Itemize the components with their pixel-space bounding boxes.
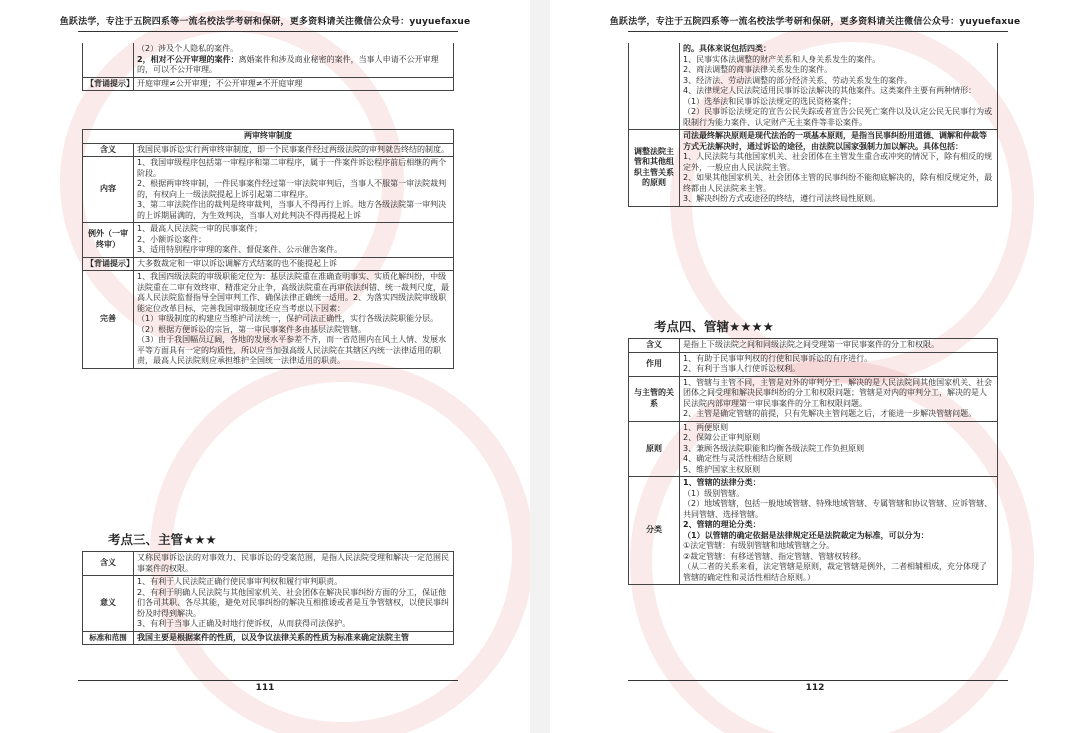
- cell-line: （从二者的关系来看，法定管辖是原则，裁定管辖是例外，二者相辅相成，充分体现了管辖的确定性和灵活性相结合原则。）: [683, 562, 987, 582]
- row-value: [134, 576, 454, 632]
- hearing-table: [82, 43, 454, 91]
- section-heading: 考点四、管辖★★★★: [654, 319, 774, 334]
- row-value: [134, 631, 454, 645]
- row-key: 含义: [83, 143, 134, 157]
- cell-line: 2、保障公正审判原则: [683, 433, 761, 442]
- row-value: 开庭审理≠公开审理；不公开审理≠不开庭审理: [134, 77, 454, 91]
- cell-line: 3、解决纠纷方式或途径的终结，遵行司法终局性原则。: [683, 194, 881, 203]
- row-value: [134, 157, 454, 223]
- section-heading: 考点三、主管★★★: [108, 532, 217, 547]
- bold-phrase: 2，相对不公开审理的案件：: [137, 54, 239, 64]
- cell-line: 我国民事诉讼实行两审终审制度，即一个民事案件经过两级法院的审判就告终结的制度。: [137, 144, 449, 154]
- cell-line: 2、主管是确定管辖的前提，只有先解决主管问题之后，才能进一步解决管辖问题。: [683, 409, 977, 418]
- page-header: 鱼跃法学，专注于五院四系等一流名校法学考研和保研，更多资料请关注微信公众号：yuyuefaxue: [59, 17, 471, 27]
- cell-line: 2、管辖的理论分类：: [683, 520, 761, 529]
- cell-line: 3、适用特别程序审理的案件、督促案件、公示催告案件。: [137, 245, 343, 254]
- row-key: 与主管的关系: [629, 376, 680, 421]
- cell-line: 2、有利于当事人行使诉讼权利。: [683, 364, 801, 373]
- cell-line: 大多数裁定和一审以诉讼调解方式结案的也不能提起上诉: [137, 258, 337, 268]
- row-key: 分类: [629, 477, 680, 585]
- cell-line: ②裁定管辖：有移送管辖、指定管辖、管辖权转移。: [683, 551, 867, 561]
- cell-line: 3、兼顾各级法院职能和均衡各级法院工作负担原则: [683, 443, 865, 453]
- cell-line: 2、商法调整的商事法律关系发生的案件。: [683, 65, 833, 74]
- cell-line: 2、根据两审终审制，一件民事案件经过第一审法院审判后，当事人不服第一审法院裁判的，有权向上一级法院提起上诉引起第二审程序。: [137, 179, 447, 199]
- cell-line: 1、我国四级法院的审级职能定位为：基层法院重在准确查明事实、实质化解纠纷，中级法院重在二审有效终审、精准定分止争，高级法院重在再审依法纠错、统一裁判尺度，最高人民法院监督指导全国审判工作、确保法律正确统一适用。2、为落实四级法院审级职能定位改革目标，完善我国审级制度还应当考虑以下因素：: [137, 272, 449, 313]
- cell-line: 3、有利于当事人正确及时地行使诉权，从而获得司法保护。: [137, 619, 351, 628]
- cell-line: 1、民事实体法调整的财产关系和人身关系发生的案件。: [683, 54, 881, 64]
- cell-line: ①法定管辖：有级别管辖和地域管辖之分。: [683, 541, 835, 550]
- jurisdiction-scope-table: [82, 551, 454, 645]
- cell-line: （2）地域管辖，包括一般地域管辖、特殊地域管辖、专属管辖和协议管辖、应诉管辖、共同管辖、选择管辖。: [683, 499, 993, 519]
- footer-rule: [628, 680, 1008, 681]
- row-key: 标准和范围: [83, 631, 134, 645]
- row-value: [680, 130, 998, 207]
- cell-line: （2）民事诉讼法规定的宣告公民失踪或者宣告公民死亡案件以及认定公民无民事行为或限制行为能力案件、认定财产无主案件等非讼案件。: [683, 107, 993, 127]
- row-key: 意义: [83, 576, 134, 632]
- row-key: 含义: [83, 552, 134, 576]
- cell-line: 1、两便原则: [683, 422, 729, 432]
- header-rule: [628, 31, 1008, 32]
- cell-line: （1）级别管辖。: [683, 488, 745, 498]
- cell-text: 离婚案件和涉及商业秘密的案件，当事人申请不公开审理的，可以不公开审理。: [137, 54, 439, 74]
- row-key: 原则: [629, 421, 680, 477]
- cell-line: 2、小额诉讼案件；: [137, 234, 207, 244]
- cell-line: 2、有利于明确人民法院与其他国家机关、社会团体在解决民事纠纷方面的分工，保证他们各司其职、各尽其能，避免对民事纠纷的解决互相推诿或者是互争管辖权，以使民事纠纷及时得到解决。: [137, 587, 449, 618]
- cell-line: 1、我国审级程序包括第一审程序和第二审程序，属于一件案件诉讼程序前后相继的两个阶段。: [137, 158, 447, 178]
- cell-line: 1、人民法院与其他国家机关、社会团体在主管发生重合或冲突的情况下，除有相反的规定外，一般应由人民法院主管。: [683, 152, 993, 172]
- cell-line: 3、第二审法院作出的裁判是终审裁判，当事人不得再行上诉。地方各级法院第一审判决的上诉期届满的，为生效判决，当事人对此判决不得再提起上诉: [137, 200, 447, 220]
- cell-line: 又称民事诉讼法的对事效力、民事诉讼的受案范围，是指人民法院受理和解决一定范围民事案件的权限。: [137, 553, 449, 573]
- row-key: 含义: [629, 339, 680, 353]
- row-value: [680, 376, 998, 421]
- row-value: [134, 257, 454, 271]
- row-key: 【背诵提示】: [83, 257, 134, 271]
- cell-line: 1、有利于人民法院正确行使民事审判权和履行审判职责。: [137, 577, 343, 586]
- cell-line: （1）以管辖的确定依据是法律规定还是法院裁定为标准，可以分为：: [683, 530, 929, 540]
- row-value: [680, 339, 998, 353]
- cell-line: 是指上下级法院之间和同级法院之间受理第一审民事案件的分工和权限。: [683, 340, 939, 349]
- row-key: 【背诵提示】: [83, 77, 134, 91]
- left-page: [0, 0, 530, 733]
- cell-line: （1）选举法和民事诉讼法规定的选民资格案件；: [683, 96, 857, 106]
- jurisdiction-continued-table: [628, 43, 998, 207]
- cell-line: （3）由于我国幅员辽阔，各地的发展水平参差不齐，而一省范围内在风土人情、发展水平等方面具有一定的均质性，所以应当加强高级人民法院在其辖区内统一法律适用的职责，最高人民法院则应承担维护全国统一法律适用的职责。: [137, 335, 447, 365]
- row-value: [680, 43, 998, 130]
- cell-line: 1、有助于民事审判权的行使和民事诉讼的有序进行。: [683, 353, 873, 363]
- bold-phrase: 司法最终解决原则是现代法治的一项基本原则，是指当民事纠纷用道德、调解和仲裁等方式无法解决时，通过诉讼的途径，由法院以国家强制力加以解决。具体包括：: [683, 131, 987, 151]
- cell-line: 1、最高人民法院一审的民事案件；: [137, 224, 263, 233]
- page-header: 鱼跃法学，专注于五院四系等一流名校法学考研和保研，更多资料请关注微信公众号：yuyuefaxue: [609, 17, 1021, 27]
- page-number: 112: [805, 683, 825, 693]
- footer-rule: [78, 680, 458, 681]
- bold-phrase: 的。具体来说包括四类：: [683, 44, 771, 53]
- cell-line: 1、管辖的法律分类：: [683, 478, 761, 487]
- row-value: [134, 143, 454, 157]
- page-number: 111: [255, 683, 275, 693]
- venue-table: [628, 338, 998, 585]
- right-page: [550, 0, 1080, 733]
- cell-line: 4、确定性与灵活性相结合原则: [683, 454, 793, 463]
- cell-line: 1、管辖与主管不同，主管是对外的审判分工，解决的是人民法院同其他国家机关、社会团体之间受理和解决民事纠纷的分工和权限问题；管辖是对内的审判分工，解决的是人民法院内部审理第一审民事案件的分工和权限问题。: [683, 377, 993, 408]
- row-key: 例外（一审终审）: [83, 223, 134, 258]
- cell-line: （2）涉及个人隐私的案件。: [137, 44, 239, 53]
- row-key: 调整法院主管和其他组织主管关系的原则: [629, 130, 680, 207]
- cell-line: （2）根据方便诉讼的宗旨，第一审民事案件多由基层法院管辖。: [137, 324, 367, 334]
- row-key: 作用: [629, 352, 680, 376]
- cell-line: 5、维护国家主权原则: [683, 464, 761, 474]
- row-value: [134, 552, 454, 576]
- cell-line: 2、如果其他国家机关、社会团体主管的民事纠纷不能彻底解决的，除有相反规定外，最终都由人民法院来主管。: [683, 173, 993, 193]
- header-rule: [78, 31, 458, 32]
- cell-line: 3、经济法、劳动法调整的部分经济关系、劳动关系发生的案件。: [683, 75, 913, 85]
- row-key: 完善: [83, 271, 134, 369]
- two-instance-table: [82, 129, 454, 369]
- row-value: [680, 352, 998, 376]
- cell-line: 我国主要是根据案件的性质，以及争议法律关系的性质为标准来确定法院主管: [137, 632, 409, 642]
- row-value: [680, 421, 998, 477]
- row-key: 内容: [83, 157, 134, 223]
- row-value: [134, 271, 454, 369]
- table-title: 两审终审制度: [83, 130, 454, 144]
- page-gap: [530, 0, 550, 733]
- cell-line: 4、法律规定人民法院适用民事诉讼法解决的其他案件。这类案件主要有两种情形：: [683, 86, 977, 95]
- cell-line: （1）审级制度的构建应当维护司法统一，保护司法正确性，实行各级法院职能分层。: [137, 314, 439, 323]
- row-value: [134, 223, 454, 258]
- row-value: [680, 477, 998, 585]
